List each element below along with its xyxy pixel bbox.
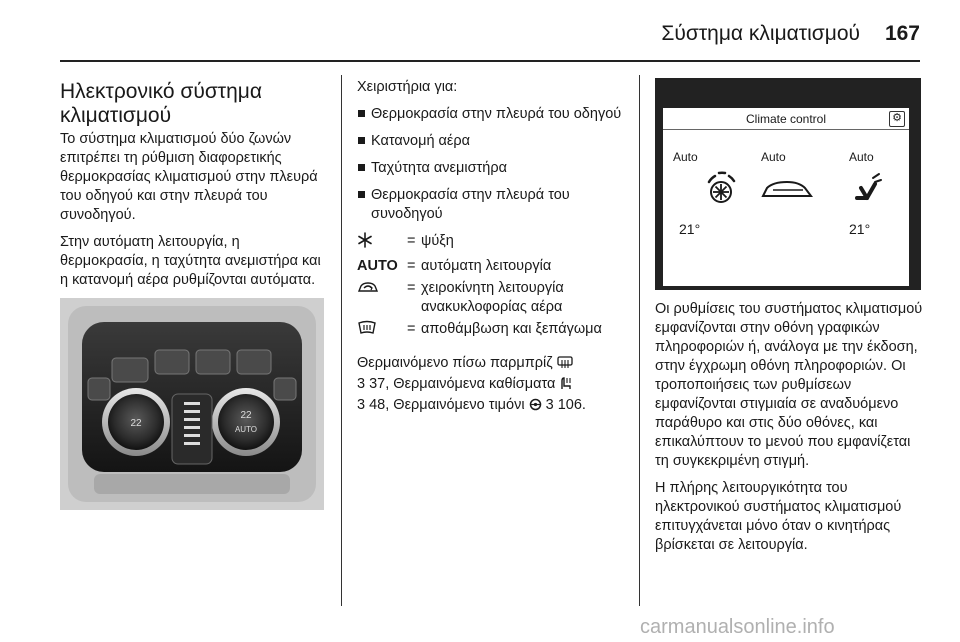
header-rule bbox=[60, 60, 920, 62]
symbol-description: χειροκίνητη λειτουργία ανακυκλοφορίας αέρα bbox=[421, 280, 564, 315]
list-item: Θερμοκρασία στην πλευρά του οδηγού bbox=[357, 105, 629, 124]
section-heading: Ηλεκτρονικό σύστημα κλιματισμού bbox=[60, 80, 262, 127]
symbol-row-defrost: = αποθάμβωση και ξεπάγωμα bbox=[357, 320, 629, 342]
column-divider-right bbox=[639, 75, 640, 606]
list-item: Κατανομή αέρα bbox=[357, 132, 629, 151]
display-title-bar bbox=[663, 108, 909, 130]
defrost-icon bbox=[357, 320, 407, 342]
fan-icon bbox=[701, 168, 741, 208]
heated-items-note bbox=[357, 354, 629, 417]
control-panel-photo bbox=[60, 298, 324, 510]
note-seats: 37, Θερμαινόμενα καθίσματα bbox=[369, 376, 556, 392]
control-panel-illustration bbox=[60, 298, 324, 510]
seat-airflow-icon bbox=[853, 170, 883, 204]
note-steering-wheel: 48, Θερμαινόμενο τιμόνι bbox=[369, 397, 525, 413]
watermark: carmanualsonline.info bbox=[640, 616, 835, 638]
right-knob-label: 22 bbox=[240, 410, 252, 421]
note-rear-window: Θερμαινόμενο πίσω παρμπρίζ bbox=[357, 355, 553, 371]
symbol-description: ψύξη bbox=[421, 233, 454, 249]
auto-knob-label: AUTO bbox=[234, 425, 258, 434]
page-header bbox=[0, 0, 960, 64]
symbol-row-cooling: = ψύξη bbox=[357, 232, 629, 254]
display-title: Climate control bbox=[745, 112, 827, 126]
temperature-left: 21° bbox=[679, 221, 701, 237]
heated-steering-wheel-icon bbox=[529, 398, 542, 417]
snowflake-icon bbox=[357, 232, 407, 254]
note-page-ref: 106. bbox=[557, 397, 586, 413]
symbol-row-auto: AUTO = αυτόματη λειτουργία bbox=[357, 257, 629, 276]
symbol-row-recirculation: = χειροκίνητη λειτουργία ανακυκλοφορίας αέρα bbox=[357, 279, 629, 317]
air-distribution-car-icon bbox=[759, 176, 815, 206]
settings-icon[interactable]: ⚙ bbox=[889, 111, 905, 127]
reference-arrow[interactable]: 3 bbox=[357, 376, 366, 392]
display-paragraph: Οι ρυθμίσεις του συστήματος κλιματισμού εμφανίζονται στην οθόνη γραφικών πληροφοριών ή, ανάλογα με την έκδοση, στην έγχρωμη οθόνη πληροφοριών. Οι τροποποιήσεις των ρυθμίσεων εμφανίζονται στιγμιαία σε αναδυόμενο παράθυρο και στις δύο οθόνες, και επικαλύπτουν το μενού που εμφανίζεται τη συγκεκριμένη στιγμή. bbox=[655, 301, 923, 469]
auto-label-right: Auto bbox=[849, 150, 874, 164]
auto-mode-paragraph: Στην αυτόματη λειτουργία, η θερμοκρασία, η ταχύτητα ανεμιστήρα και η κατανομή αέρα ρυθμίζονται αυτόματα. bbox=[60, 234, 321, 288]
list-item: Ταχύτητα ανεμιστήρα bbox=[357, 159, 629, 178]
intro-paragraph: Το σύστημα κλιματισμού δύο ζωνών επιτρέπει τη ρύθμιση διαφορετικής θερμοκρασίας κλιματισμού στην πλευρά του οδηγού και στην πλευρά του συνοδηγού. bbox=[60, 131, 318, 223]
controls-list bbox=[357, 105, 629, 224]
reference-arrow[interactable]: 3 bbox=[545, 397, 554, 413]
controls-heading: Χειριστήρια για: bbox=[357, 79, 458, 95]
auto-label: AUTO bbox=[357, 258, 398, 274]
climate-control-display bbox=[655, 78, 921, 290]
column-2 bbox=[357, 78, 629, 425]
page-number: 167 bbox=[884, 22, 920, 45]
symbol-description: αποθάμβωση και ξεπάγωμα bbox=[421, 321, 602, 337]
header-section-title: Σύστημα κλιματισμού bbox=[661, 22, 860, 45]
heated-seat-icon bbox=[559, 376, 573, 396]
heated-rear-window-icon bbox=[557, 356, 573, 375]
engine-paragraph: Η πλήρης λειτουργικότητα του ηλεκτρονικού συστήματος κλιματισμού επιτυγχάνεται μόνο όταν ο κινητήρας βρίσκεται σε λειτουργία. bbox=[655, 480, 902, 553]
symbol-description: αυτόματη λειτουργία bbox=[421, 258, 552, 274]
column-1 bbox=[60, 78, 330, 510]
display-screen bbox=[663, 108, 909, 286]
auto-label-left: Auto bbox=[673, 150, 698, 164]
recirculation-icon bbox=[357, 279, 407, 317]
column-divider-left bbox=[341, 75, 342, 606]
left-knob-label: 22 bbox=[130, 418, 142, 429]
temperature-right: 21° bbox=[849, 221, 871, 237]
reference-arrow[interactable]: 3 bbox=[357, 397, 366, 413]
auto-label-center: Auto bbox=[761, 150, 786, 164]
list-item: Θερμοκρασία στην πλευρά του συνοδηγού bbox=[357, 186, 629, 224]
column-3 bbox=[655, 78, 925, 563]
